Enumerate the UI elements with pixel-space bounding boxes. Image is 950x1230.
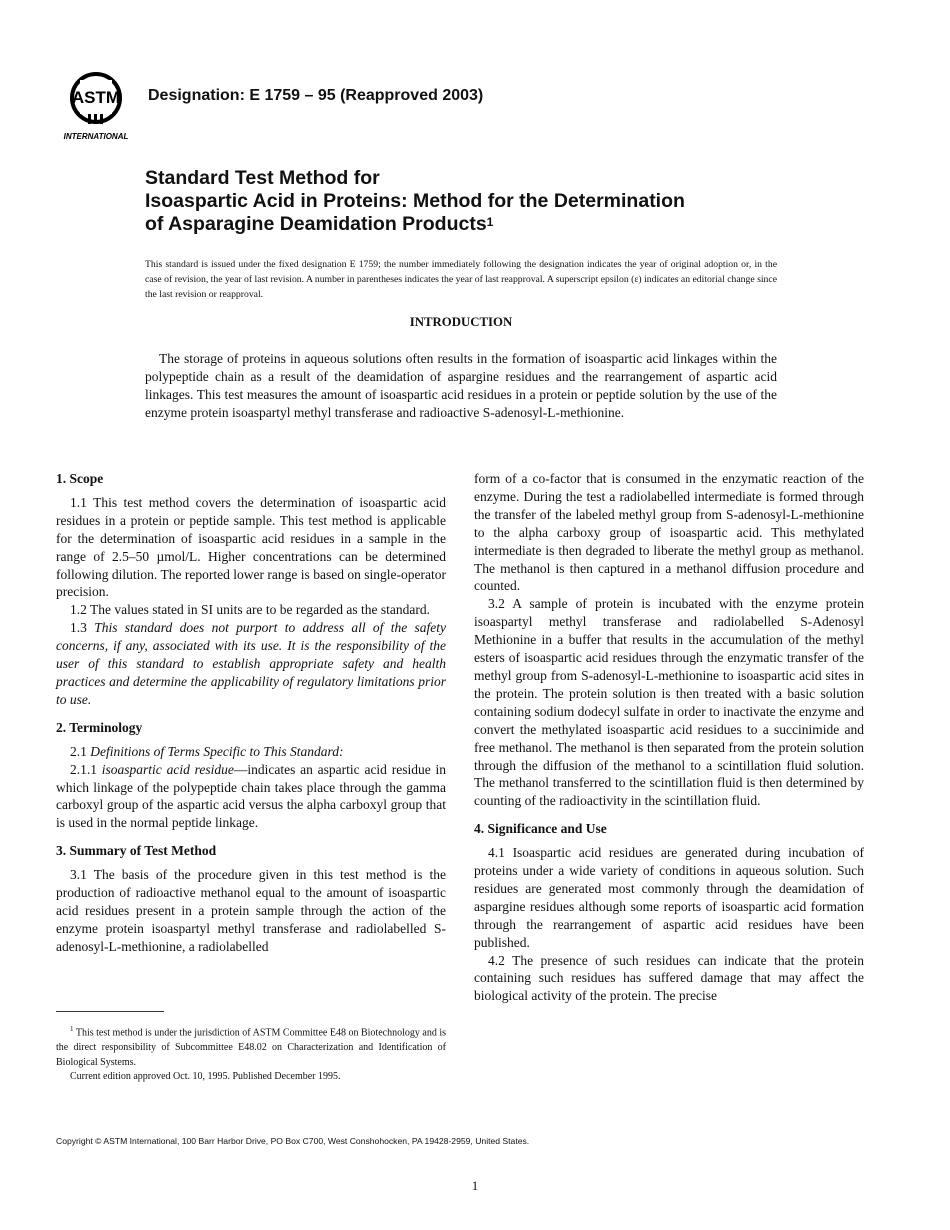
designation: Designation: E 1759 – 95 (Reapproved 2003)	[148, 87, 484, 104]
astm-logo	[58, 70, 138, 142]
para-4-1: 4.1 Isoaspartic acid residues are generated during incubation of proteins under a wide variety of conditions in aqueous solution. Such residues are generated most commonly through the deamidation of aspargine residues although some reports of isoaspartic acid formation through the rearrangement of aspartic acid residues have been published.	[474, 845, 864, 950]
left-column	[56, 470, 446, 956]
para-2-1-1: 2.1.1 isoaspartic acid residue—indicates an aspartic acid residue in which linkage of the polypeptide chain takes place through the gamma carboxyl group of the aspartic acid versus the alpha carboxyl group that is used in the normal peptide linkage.	[56, 761, 446, 831]
logo-wordmark: ASTM	[71, 88, 121, 107]
introduction-heading: INTRODUCTION	[409, 315, 513, 329]
para-3-2: 3.2 A sample of protein is incubated with the enzyme protein isoaspartyl methyl transferase and radiolabelled S-Adenosyl Methionine in a buffer that results in the accumulation of the methyl esters of isoaspartic acid residues through the enzymatic transfer of the methyl group from S-adenosyl-L-methionine to isoaspartic acid sites in the protein. The protein solution is then treated with a basic solution containing sodium dodecyl sulfate in order to inactivate the enzyme and convert the methylated isoaspartic acid residues to a succinimide and free methanol. The methanol is then separated from the protein solution through the diffusion of the methanol to a scintillation fluid solution. The methanol transferred to the scintillation fluid is then determined by counting of the radioactivity in the scintillation fluid.	[474, 596, 864, 809]
title-line-1: Standard Test Method for	[145, 167, 380, 189]
introduction-body: The storage of proteins in aqueous solutions often results in the formation of isoaspartic acid linkages within the polypeptide chain as a result of the deamidation of aspargine residues and the rearrangement of aspartic acid linkages. This test measures the amount of isoaspartic acid residues in a protein or peptide solution by the use of the enzyme protein isoaspartyl methyl transferase and radioactive S-adenosyl-L-methionine.	[145, 351, 777, 421]
section-heading-terminology: 2. Terminology	[56, 719, 143, 735]
section-heading-significance: 4. Significance and Use	[474, 821, 607, 837]
issuance-notice: This standard is issued under the fixed designation E 1759; the number immediately following the designation indicates the year of original adoption or, in the case of revision, the year of last revision. A number in parentheses indicates the year of last reapproval. A superscript epsilon (ε) indicates an editorial change since the last revision or reapproval.	[145, 259, 777, 300]
footnote-text: $^1$ This test method is under the jurisdiction of ASTM Committee E48 on Biotechnology and is the direct responsibility of Subcommittee E48.02 on Characterization and Identification of Biological Systems.	[56, 1025, 446, 1068]
title-line-3: of Asparagine Deamidation Products$^1$	[145, 213, 494, 235]
title-line-2: Isoaspartic Acid in Proteins: Method for the Determination	[145, 190, 685, 212]
para-1-1: 1.1 This test method covers the determination of isoaspartic acid residues in a protein or peptide sample. This test method is applicable for the determination of isoaspartic acid residues in a sample in the range of 2.5–50 µmol/L. Higher concentrations can be determined following dilution. The reported lower range is based on single-operator precision.	[56, 494, 446, 600]
footnote-divider	[56, 1011, 164, 1012]
right-column	[474, 470, 864, 1005]
footnote-edition: Current edition approved Oct. 10, 1995. Published December 1995.	[70, 1071, 341, 1083]
document-title	[145, 167, 845, 236]
title-footnote-mark: 1	[486, 215, 494, 229]
para-2-1: 2.1 Definitions of Terms Specific to This Standard:	[70, 743, 344, 759]
page-number: 1	[471, 1178, 479, 1193]
footnote	[56, 1022, 446, 1085]
copyright-notice: Copyright © ASTM International, 100 Barr Harbor Drive, PO Box C700, West Conshohocken, PA 19428-2959, United States.	[56, 1136, 530, 1146]
para-1-2: 1.2 The values stated in SI units are to be regarded as the standard.	[70, 602, 431, 618]
para-4-2: 4.2 The presence of such residues can indicate that the protein containing such residues has suffered damage that may affect the biological activity of the protein. The precise	[474, 952, 864, 1004]
section-heading-scope: 1. Scope	[56, 471, 104, 486]
para-3-1: 3.1 The basis of the procedure given in this test method is the production of radioactive methanol equal to the amount of isoaspartic acid residues present in a protein sample through the action of the enzyme protein isoaspartyl methyl transferase and radiolabelled S-adenosyl-L-methionine, a radiolabelled	[56, 867, 446, 954]
logo-international: INTERNATIONAL	[63, 132, 129, 141]
para-1-3: 1.3 This standard does not purport to address all of the safety concerns, if any, associated with its use. It is the responsibility of the user of this standard to establish appropriate safety and health practices and determine the applicability of regulatory limitations prior to use.	[56, 620, 447, 707]
section-heading-summary: 3. Summary of Test Method	[56, 843, 217, 859]
para-3-1-continued: form of a co-factor that is consumed in the enzymatic reaction of the enzyme. During the test a radiolabelled intermediate is formed through the transfer of the labeled methyl group from S-adenosyl-L-methionine to the alpha carboxy group of isoaspartic acid. This methylated intermediate is then degraded to liberate the methyl group as methanol. The methanol is then captured in a methanol diffusion procedure and counted.	[474, 471, 864, 594]
